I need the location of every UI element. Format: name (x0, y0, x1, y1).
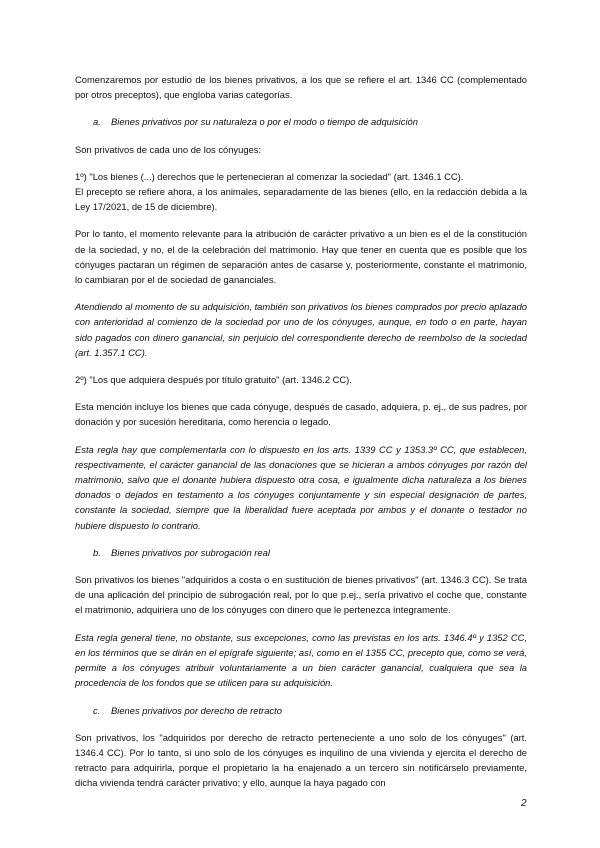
paragraph: 1º) "Los bienes (...) derechos que le pertenecieran al comenzar la sociedad" (art. 1346.1 CC). (75, 170, 464, 182)
paragraph: Por lo tanto, el momento relevante para la atribución de carácter privativo a un bien es el de la constitución de la sociedad, y no, el de la celebración del matrimonio. Hay que tener en cuenta que es posible que los cónyuges pactaran un régimen de separación antes de casarse y, posteriormente, constante el matrimonio, lo cambiaran por el de sociedad de gananciales. (75, 228, 527, 286)
section-heading-a (93, 114, 527, 129)
paragraph: Son privativos, los "adquiridos por derecho de retracto perteneciente a uno solo de los cónyuges" (art. 1346.4 CC). Por lo tanto, si uno solo de los cónyuges es inquilino de una vivienda y ejercita el derecho de retracto para adquirirla, porque el propietario la ha enajenado a un tercero sin notificárselo previamente, dicha vivienda tendrá carácter privativo; y ello, aunque la haya pagado con (75, 731, 527, 789)
italic-paragraph: Atendiendo al momento de su adquisición, también son privativos los bienes comprados por precio aplazado con anterioridad al comienzo de la sociedad por uno de los cónyuges, aunque, en todo o en parte, hayan sido pagados con dinero ganancial, sin perjuicio del correspondiente derecho de reembolso de la sociedad (art. 1.357.1 CC). (75, 301, 527, 358)
section-title: Bienes privativos por derecho de retracto (111, 704, 282, 716)
section-letter: b. (93, 546, 101, 558)
page-number: 2 (521, 798, 527, 809)
italic-paragraph: Esta regla hay que complementarla con lo dispuesto en los arts. 1339 CC y 1353.3º CC, que establecen, respectivamente, el carácter ganancial de las donaciones que se hicieran a ambos cónyuges por razón del matrimonio, salvo que el donante hubiera dispuesto otra cosa, e igualmente dicha naturaleza a los bienes donados o dejados en testamento a los cónyuges conjuntamente y sin especial designación de partes, constante la sociedad, siempre que la liberalidad fuere aceptada por ambos y el donante o testador no hubiere dispuesto lo contrario. (75, 443, 527, 531)
document-body (75, 72, 527, 803)
italic-paragraph: Esta regla general tiene, no obstante, sus excepciones, como las previstas en los arts. 1346.4º y 1352 CC, en los términos que se dirán en el epígrafe siguiente; así, como en el 1355 CC, precepto que, como se verá, permite a los cónyuges atribuir voluntariamente a un bien carácter ganancial, cualquiera que sea la procedencia de los fondos que se utilicen para su adquisición. (75, 631, 527, 689)
paragraph: Son privativos los bienes "adquiridos a costa o en sustitución de bienes privativos" (art. 1346.3 CC). Se trata de una aplicación del principio de subrogación real, por lo que p.ej., sería privativo el coche que, constante el matrimonio, adquiriera uno de los cónyuges con dinero que le pertenezca íntegramente. (75, 574, 527, 616)
section-heading-c (93, 703, 527, 718)
section-heading-b (93, 545, 527, 560)
paragraph: Son privativos de cada uno de los cónyuges: (75, 143, 262, 155)
section-letter: a. (93, 116, 101, 128)
intro-paragraph: Comenzaremos por estudio de los bienes privativos, a los que se refiere el art. 1346 CC (complementado por otros preceptos), que engloba varias categorías. (75, 74, 527, 101)
paragraph: Esta mención incluye los bienes que cada cónyuge, después de casado, adquiera, p. ej., de sus padres, por donación y por sucesión hereditaria, como herencia o legado. (75, 401, 527, 428)
paragraph: 2º) "Los que adquiera después por título gratuito" (art. 1346.2 CC). (75, 374, 352, 386)
section-letter: c. (93, 704, 101, 716)
section-title: Bienes privativos por su naturaleza o por el modo o tiempo de adquisición (111, 116, 418, 128)
section-title: Bienes privativos por subrogación real (111, 546, 270, 558)
paragraph: El precepto se refiere ahora, a los animales, separadamente de las bienes (ello, en la redacción debida a la Ley 17/2021, de 15 de diciembre). (75, 186, 527, 213)
